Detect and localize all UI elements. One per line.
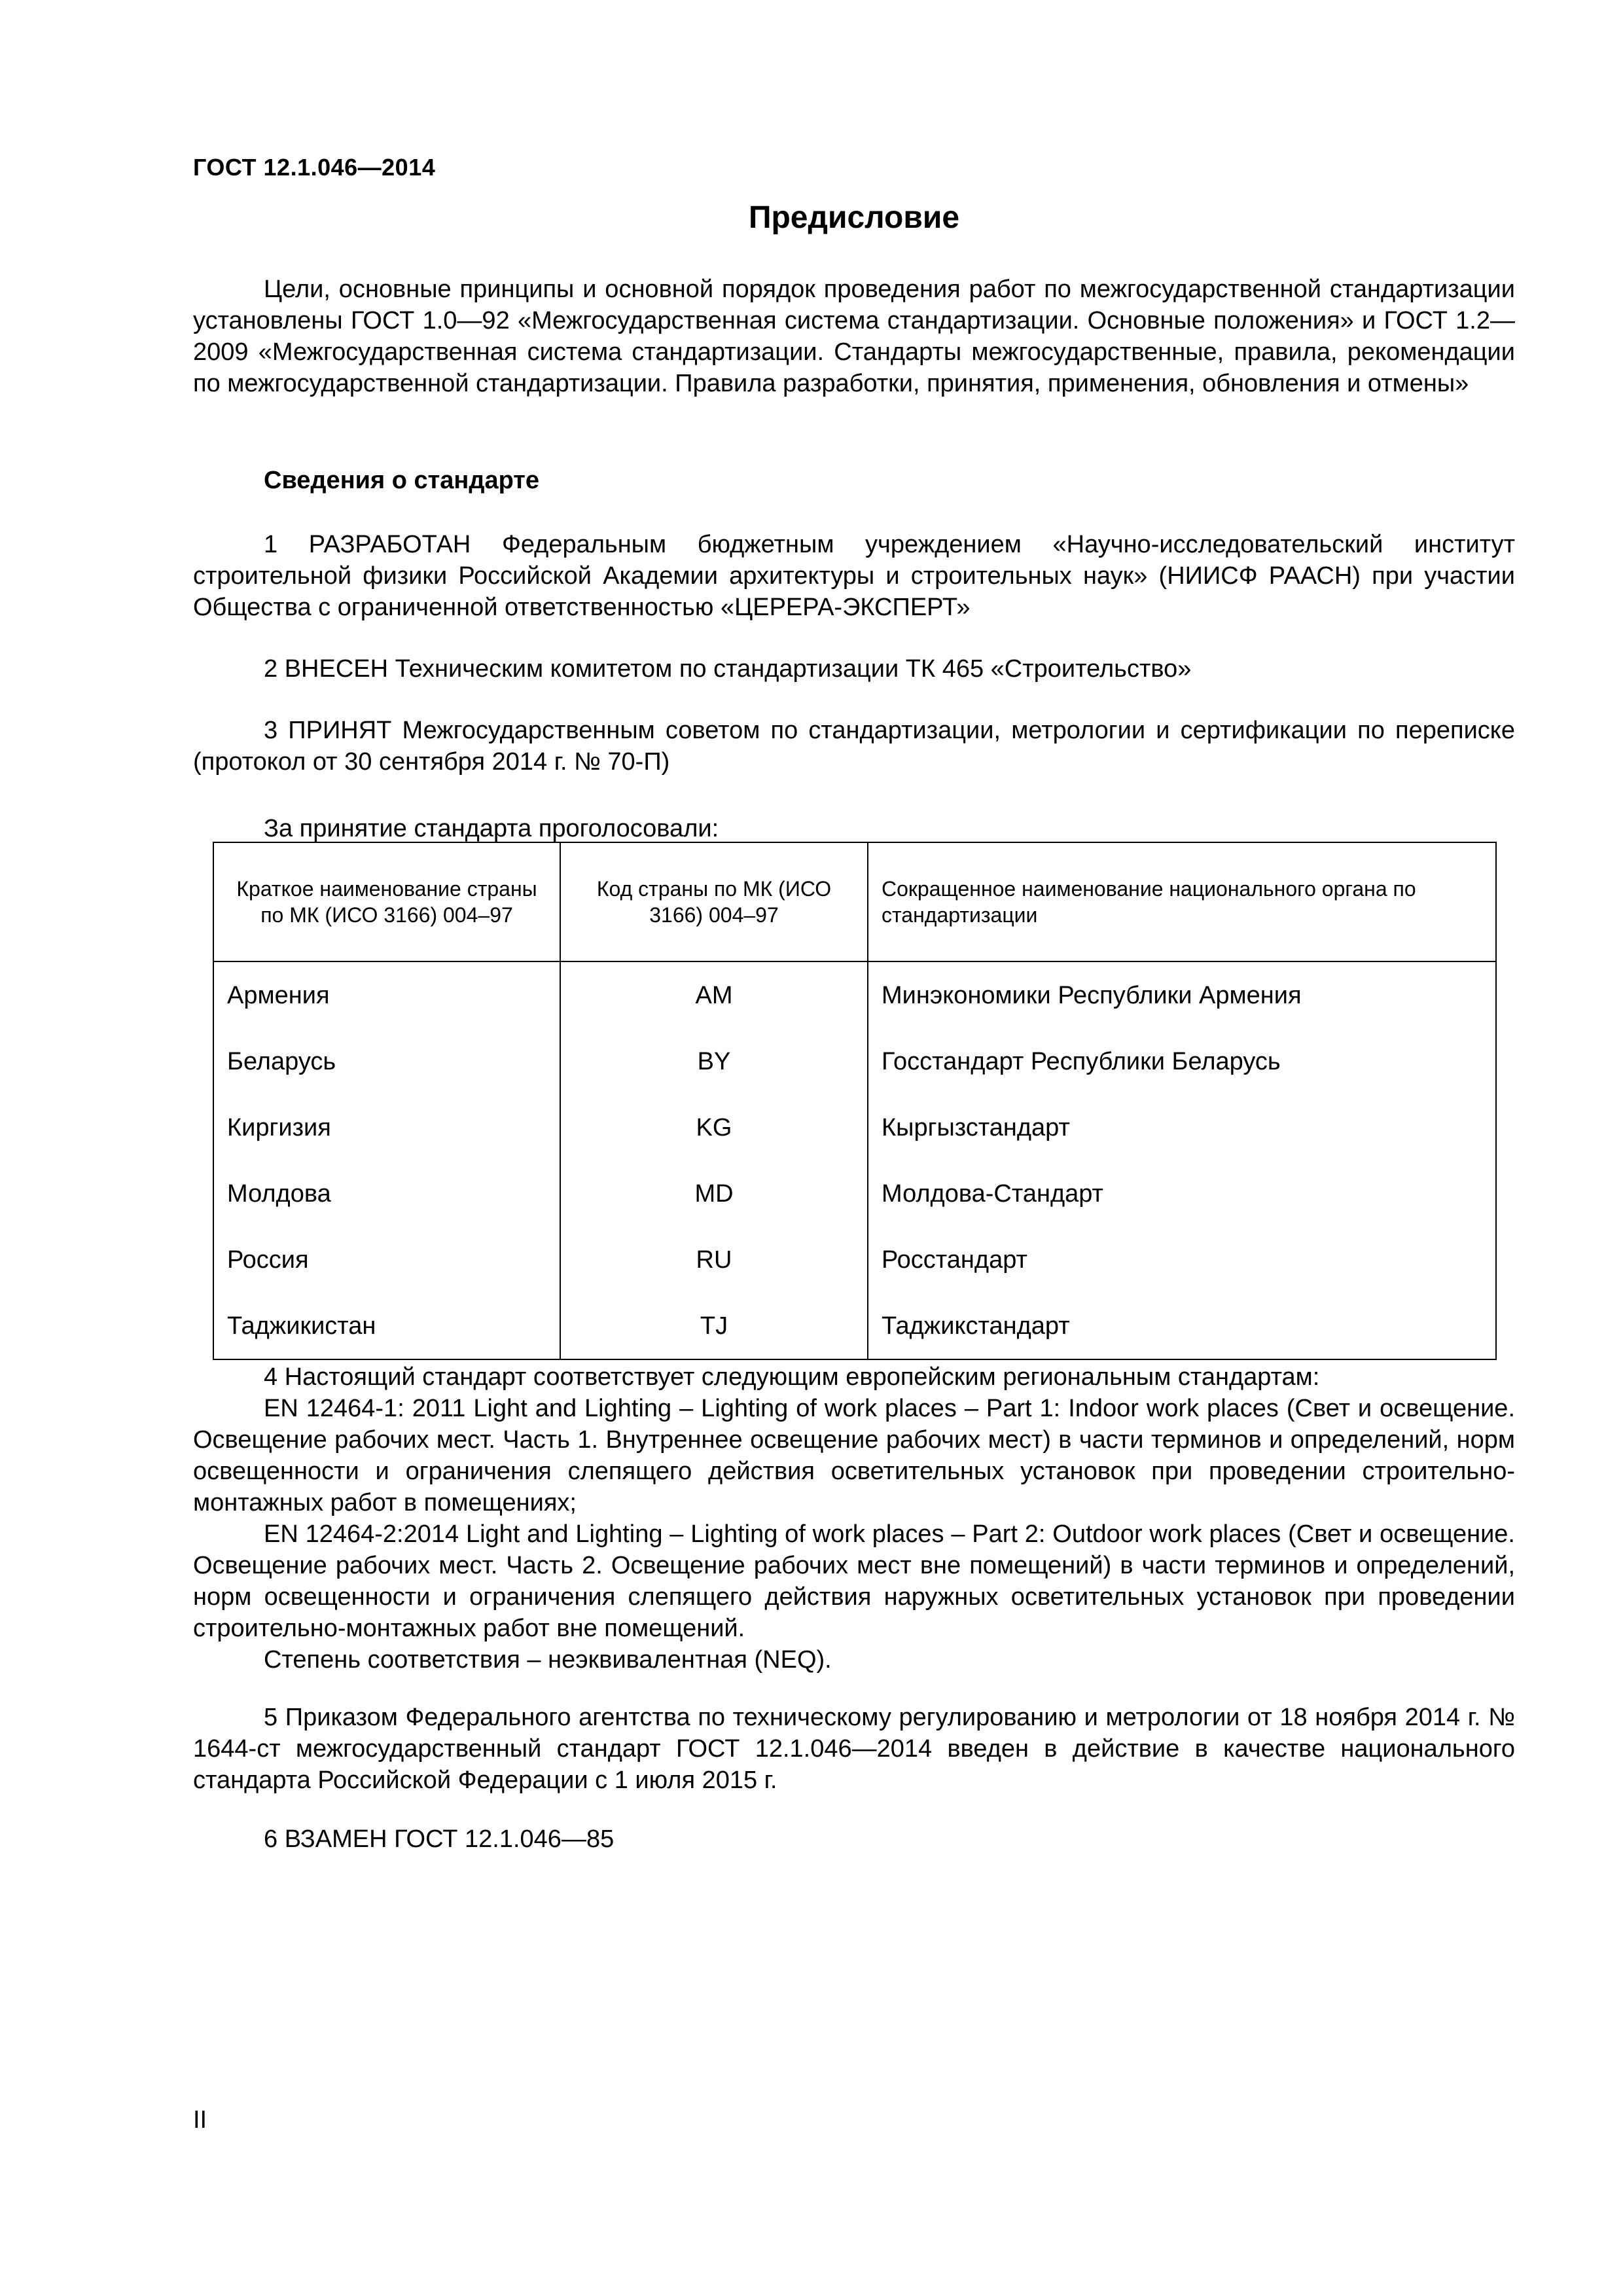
country-name: Беларусь xyxy=(213,1028,560,1094)
item-4-correspondence xyxy=(193,1361,1515,1676)
header-country-code: Код страны по МК (ИСО 3166) 004–97 xyxy=(560,842,868,961)
standard-code-header: ГОСТ 12.1.046—2014 xyxy=(193,154,436,181)
item-5-order: 5 Приказом Федерального агентства по техническому регулированию и метрологии от 18 ноября 2014 г. № 1644-ст межгосударственный стандарт ГОСТ 12.1.046—2014 введен в действие в качестве национального стандарта Российской Федерации с 1 июля 2015 г. xyxy=(193,1704,1515,1794)
item-4-en-12464-2: EN 12464-2:2014 Light and Lighting – Lighting of work places – Part 2: Outdoor work places (Свет и освещение. Освещение рабочих мест. Часть 2. Освещение рабочих мест вне помещений) в части терминов и определений, норм освещенности и ограничения слепящего действия наружных осветительных установок при проведении строительно-монтажных работ вне помещений. xyxy=(193,1520,1515,1642)
country-code: AM xyxy=(560,961,868,1028)
header-national-body: Сокращенное наименование национального органа по стандартизации xyxy=(868,842,1496,961)
national-body: Таджикстандарт xyxy=(868,1293,1496,1359)
table-row xyxy=(213,1227,1496,1293)
table-row xyxy=(213,1160,1496,1227)
table-row xyxy=(213,961,1496,1028)
table-row xyxy=(213,1094,1496,1160)
country-code: BY xyxy=(560,1028,868,1094)
item-6-replaces: 6 ВЗАМЕН ГОСТ 12.1.046—85 xyxy=(264,1825,615,1853)
page-number: II xyxy=(193,2106,207,2134)
national-body: Минэкономики Республики Армения xyxy=(868,961,1496,1028)
item-4-degree: Степень соответствия – неэквивалентная (NEQ). xyxy=(264,1646,832,1674)
item-1-developed: 1 РАЗРАБОТАН Федеральным бюджетным учреждением «Научно-исследовательский институт строительной физики Российской Академии архитектуры и строительных наук» (НИИСФ РААСН) при участии Общества с ограниченной ответственностью «ЦЕРЕРА-ЭКСПЕРТ» xyxy=(193,531,1515,621)
item-4-en-12464-1: EN 12464-1: 2011 Light and Lighting – Lighting of work places – Part 1: Indoor work places (Свет и освещение. Освещение рабочих мест. Часть 1. Внутреннее освещение рабочих мест) в части терминов и определений, норм освещенности и ограничения слепящего действия осветительных установок при проведении строительно-монтажных работ в помещениях; xyxy=(193,1395,1515,1516)
item-4-lead: 4 Настоящий стандарт соответствует следующим европейским региональным стандартам: xyxy=(264,1363,1320,1391)
voting-countries-table xyxy=(213,842,1497,1360)
page-title: Предисловие xyxy=(748,200,960,235)
national-body: Кыргызстандарт xyxy=(868,1094,1496,1160)
national-body: Росстандарт xyxy=(868,1227,1496,1293)
header-country-name: Краткое наименование страны по МК (ИСО 3166) 004–97 xyxy=(213,842,560,961)
country-name: Таджикистан xyxy=(213,1293,560,1359)
national-body: Госстандарт Республики Беларусь xyxy=(868,1028,1496,1094)
country-code: KG xyxy=(560,1094,868,1160)
table-row xyxy=(213,1293,1496,1359)
item-2-introduced: 2 ВНЕСЕН Техническим комитетом по стандартизации ТК 465 «Строительство» xyxy=(264,655,1192,683)
country-name: Армения xyxy=(213,961,560,1028)
standard-info-heading: Сведения о стандарте xyxy=(264,467,540,494)
country-name: Молдова xyxy=(213,1160,560,1227)
country-code: RU xyxy=(560,1227,868,1293)
country-name: Россия xyxy=(213,1227,560,1293)
intro-paragraph: Цели, основные принципы и основной порядок проведения работ по межгосударственной стандартизации установлены ГОСТ 1.0—92 «Межгосударственная система стандартизации. Основные положения» и ГОСТ 1.2—2009 «Межгосударственная система стандартизации. Стандарты межгосударственные, правила, рекомендации по межгосударственной стандартизации. Правила разработки, принятия, применения, обновления и отмены» xyxy=(193,276,1515,397)
country-code: MD xyxy=(560,1160,868,1227)
table-row xyxy=(213,1028,1496,1094)
national-body: Молдова-Стандарт xyxy=(868,1160,1496,1227)
item-3-adopted: 3 ПРИНЯТ Межгосударственным советом по стандартизации, метрологии и сертификации по переписке (протокол от 30 сентября 2014 г. № 70-П) xyxy=(193,717,1515,776)
vote-label: За принятие стандарта проголосовали: xyxy=(264,815,719,842)
table-header-row xyxy=(213,842,1496,961)
country-name: Киргизия xyxy=(213,1094,560,1160)
country-code: TJ xyxy=(560,1293,868,1359)
